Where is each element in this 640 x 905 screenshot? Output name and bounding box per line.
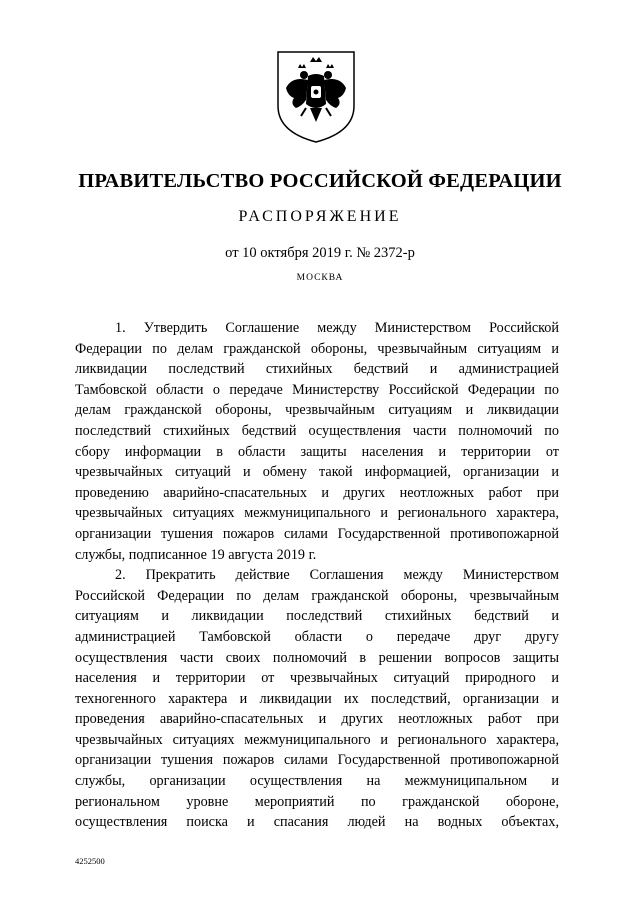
coat-of-arms-icon <box>274 48 358 144</box>
body-line: региональном уровне мероприятий по гражданской обороне, <box>75 793 559 810</box>
body-line: делам гражданской обороны, чрезвычайным ситуациям и ликвидации <box>75 402 559 419</box>
document-body <box>75 318 559 833</box>
document-city: МОСКВА <box>296 273 344 283</box>
body-line: Российской Федерации по делам гражданской обороны, чрезвычайным <box>75 587 559 604</box>
document-code: 4252500 <box>75 856 105 866</box>
document-date-number: от 10 октября 2019 г. № 2372-р <box>225 245 415 261</box>
body-line: 2. Прекратить действие Соглашения между Министерством <box>115 567 559 584</box>
body-line: осуществления поиска и спасания людей на водных объектах, <box>75 814 559 831</box>
body-line: чрезвычайных ситуациях межмуниципального и регионального характера, <box>75 731 559 748</box>
body-line: организации тушения пожаров силами Государственной противопожарной <box>75 525 559 542</box>
body-line: чрезвычайных ситуациях межмуниципального и регионального характера, <box>75 505 559 522</box>
body-line: ситуациям и ликвидации последствий стихийных бедствий и <box>75 608 559 625</box>
body-line: осуществления части своих полномочий в решении вопросов защиты <box>75 649 559 666</box>
body-line: чрезвычайных ситуаций и обмену такой информацией, организации и <box>75 464 559 481</box>
body-line: техногенного характера и ликвидации их последствий, организации и <box>75 690 559 707</box>
document-type: РАСПОРЯЖЕНИЕ <box>238 208 402 225</box>
body-line: Тамбовской области о передаче Министерству Российской Федерации по <box>75 381 559 398</box>
body-line: 1. Утвердить Соглашение между Министерством Российской <box>115 320 559 336</box>
body-line: сбору информации в области защиты населения и территории от <box>75 443 559 460</box>
body-line: последствий стихийных бедствий осуществления части полномочий по <box>75 422 559 439</box>
body-line: населения и территории от чрезвычайных ситуаций природного и <box>75 670 559 687</box>
body-line: ликвидации последствий стихийных бедствий и администрацией <box>75 361 559 378</box>
body-line: проведению аварийно-спасательных и других неотложных работ при <box>75 484 559 501</box>
body-line: проведения аварийно-спасательных и других неотложных работ при <box>75 711 559 728</box>
body-line: организации тушения пожаров силами Государственной противопожарной <box>75 752 559 769</box>
body-line: службы, организации осуществления на межмуниципальном и <box>75 773 559 790</box>
government-title: ПРАВИТЕЛЬСТВО РОССИЙСКОЙ ФЕДЕРАЦИИ <box>78 170 562 192</box>
body-line: службы, подписанное 19 августа 2019 г. <box>75 546 317 563</box>
body-line: администрацией Тамбовской области о передаче друг другу <box>75 628 559 645</box>
body-line: Федерации по делам гражданской обороны, чрезвычайным ситуациям и <box>75 340 559 357</box>
